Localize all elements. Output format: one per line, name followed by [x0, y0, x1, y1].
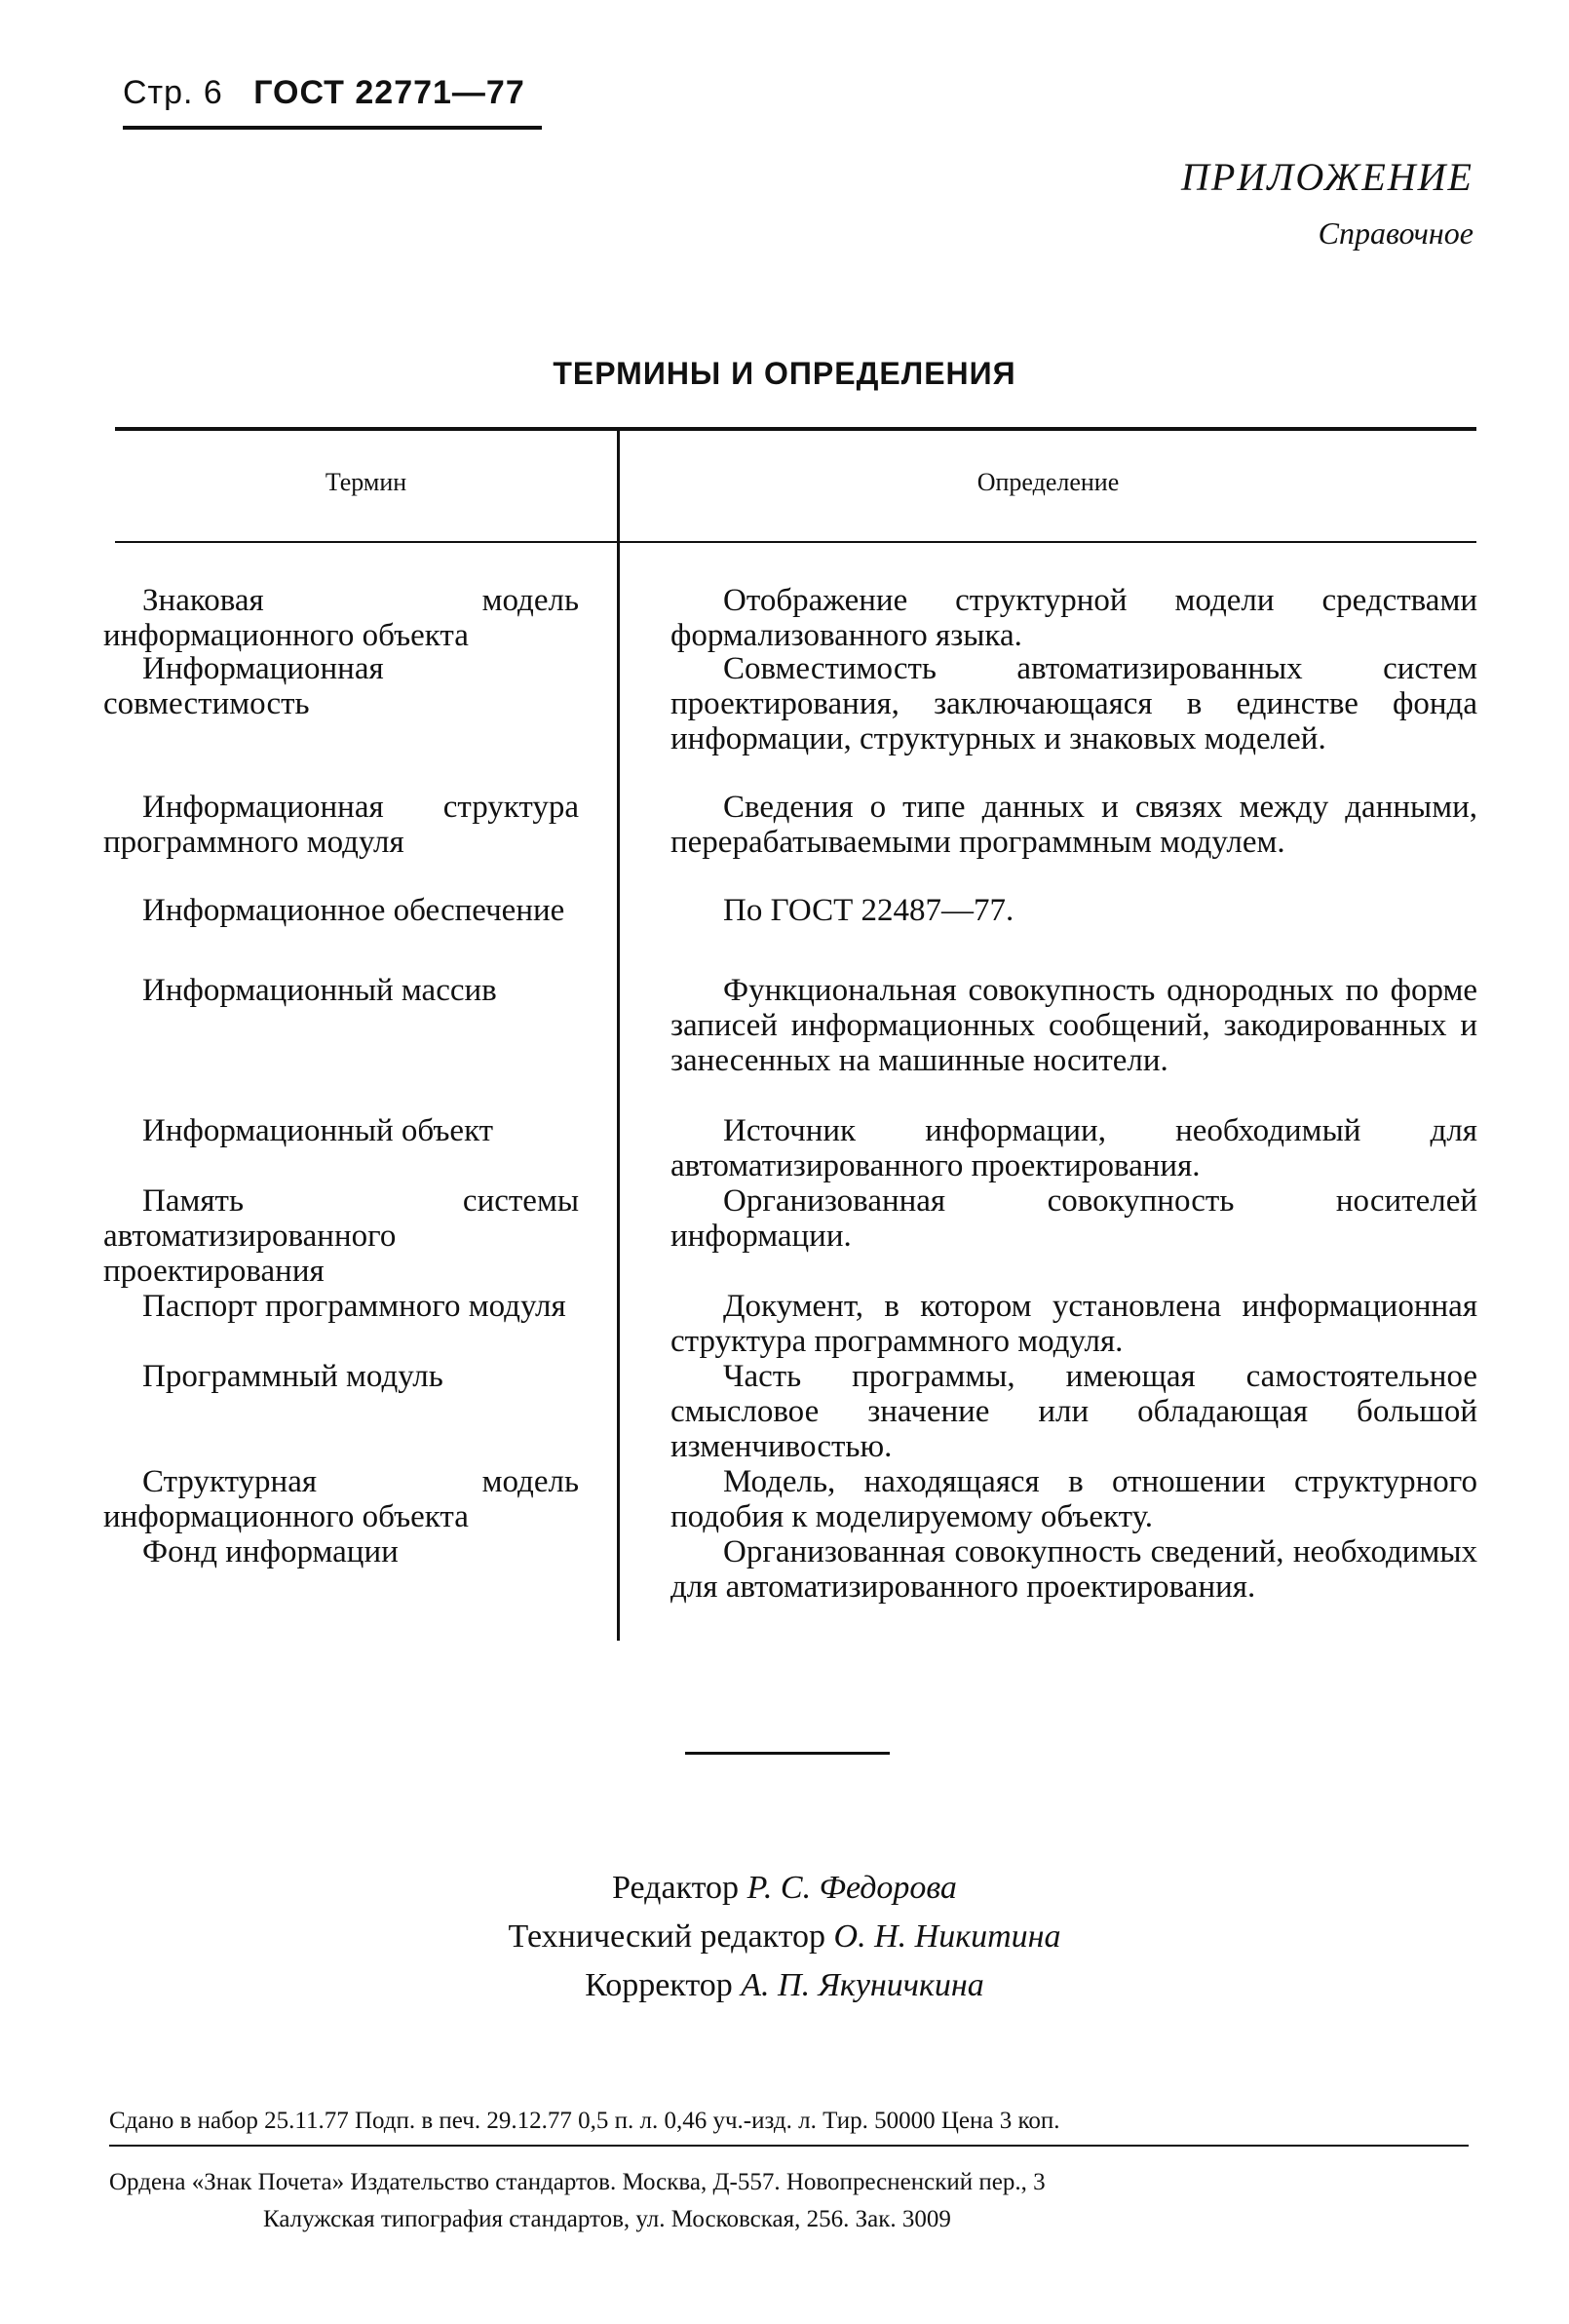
definition-cell: Совместимость автоматизированных систем проектирования, заключающаяся в единстве фонда информации, структурных и знаковых моделей.: [670, 651, 1477, 756]
definition-cell: Документ, в котором установлена информационная структура программного модуля.: [670, 1289, 1477, 1359]
term-cell: Информационное обеспечение: [142, 893, 565, 928]
definition-cell: Отображение структурной модели средствами формализованного языка.: [670, 583, 1477, 653]
terms-table-body: [103, 583, 1477, 1640]
credit-role: Редактор: [612, 1870, 740, 1906]
imprint-publisher-line: Ордена «Знак Почета» Издательство стандартов. Москва, Д-557. Новопресненский пер., 3: [109, 2169, 1046, 2195]
page-number: Стр. 6: [123, 74, 223, 111]
imprint-printer-line: Калужская типография стандартов, ул. Московская, 256. Зак. 3009: [263, 2206, 951, 2232]
definition-cell: Организованная совокупность сведений, необходимых для автоматизированного проектирования.: [670, 1534, 1477, 1605]
term-cell: Информационная совместимость: [103, 651, 384, 721]
credit-name: А. П. Якуничкина: [741, 1967, 984, 2003]
credit-line: [0, 1961, 1569, 2010]
imprint-print-data: Сдано в набор 25.11.77 Подп. в печ. 29.12.77 0,5 п. л. 0,46 уч.-изд. л. Тир. 50000 Цена 3 коп.: [109, 2108, 1469, 2147]
table-row: [103, 1359, 1477, 1464]
table-row: [103, 790, 1477, 893]
credit-name: Р. С. Федорова: [746, 1870, 957, 1906]
credit-line: [0, 1864, 1569, 1913]
appendix-title: ПРИЛОЖЕНИЕ: [1181, 155, 1473, 199]
credits-block: [0, 1864, 1569, 2010]
table-header-rule: [115, 541, 1476, 543]
term-cell: Информационный массив: [142, 973, 497, 1008]
table-row: [103, 1534, 1477, 1640]
term-cell: Паспорт программного модуля: [142, 1289, 566, 1324]
table-row: [103, 1113, 1477, 1183]
document-title: ТЕРМИНЫ И ОПРЕДЕЛЕНИЯ: [553, 356, 1016, 391]
page-header: [123, 74, 542, 130]
column-header-definition: Определение: [976, 468, 1120, 496]
term-cell: Структурная модель информационного объекта: [103, 1464, 579, 1534]
term-cell: Знаковая модель информационного объекта: [103, 583, 579, 653]
definition-cell: Функциональная совокупность однородных по форме записей информационных сообщений, закодированных и занесенных на машинные носители.: [670, 973, 1477, 1078]
appendix-block: [1181, 154, 1473, 252]
appendix-subtitle: Справочное: [1318, 215, 1473, 251]
column-header-term: Термин: [325, 468, 407, 496]
table-row: [103, 651, 1477, 790]
definition-cell: Организованная совокупность носителей информации.: [670, 1183, 1477, 1254]
term-cell: Фонд информации: [142, 1534, 399, 1569]
term-cell: Память системы автоматизированного проектирования: [103, 1183, 579, 1289]
table-row: [103, 1183, 1477, 1289]
section-separator: [685, 1752, 890, 1755]
term-cell: Информационный объект: [142, 1113, 494, 1148]
credit-role: Технический редактор: [508, 1918, 826, 1955]
term-cell: Информационная структура программного модуля: [103, 790, 579, 860]
table-row: [103, 1289, 1477, 1359]
definition-cell: Часть программы, имеющая самостоятельное смысловое значение или обладающая большой изменчивостью.: [670, 1359, 1477, 1464]
definition-cell: Источник информации, необходимый для автоматизированного проектирования.: [670, 1113, 1477, 1183]
definition-cell: Сведения о типе данных и связях между данными, перерабатываемыми программным модулем.: [670, 790, 1477, 860]
table-row: [103, 583, 1477, 651]
imprint-publisher: [109, 2164, 1469, 2238]
table-row: [103, 1464, 1477, 1534]
credit-line: [0, 1913, 1569, 1961]
table-row: [103, 973, 1477, 1113]
term-cell: Программный модуль: [142, 1359, 443, 1394]
definition-cell: По ГОСТ 22487—77.: [723, 893, 1014, 928]
standard-number: ГОСТ 22771—77: [253, 74, 525, 111]
credit-name: О. Н. Никитина: [833, 1918, 1061, 1955]
table-top-rule: [115, 427, 1476, 431]
definition-cell: Модель, находящаяся в отношении структурного подобия к моделируемому объекту.: [670, 1464, 1477, 1534]
table-row: [103, 893, 1477, 973]
credit-role: Корректор: [585, 1967, 733, 2003]
